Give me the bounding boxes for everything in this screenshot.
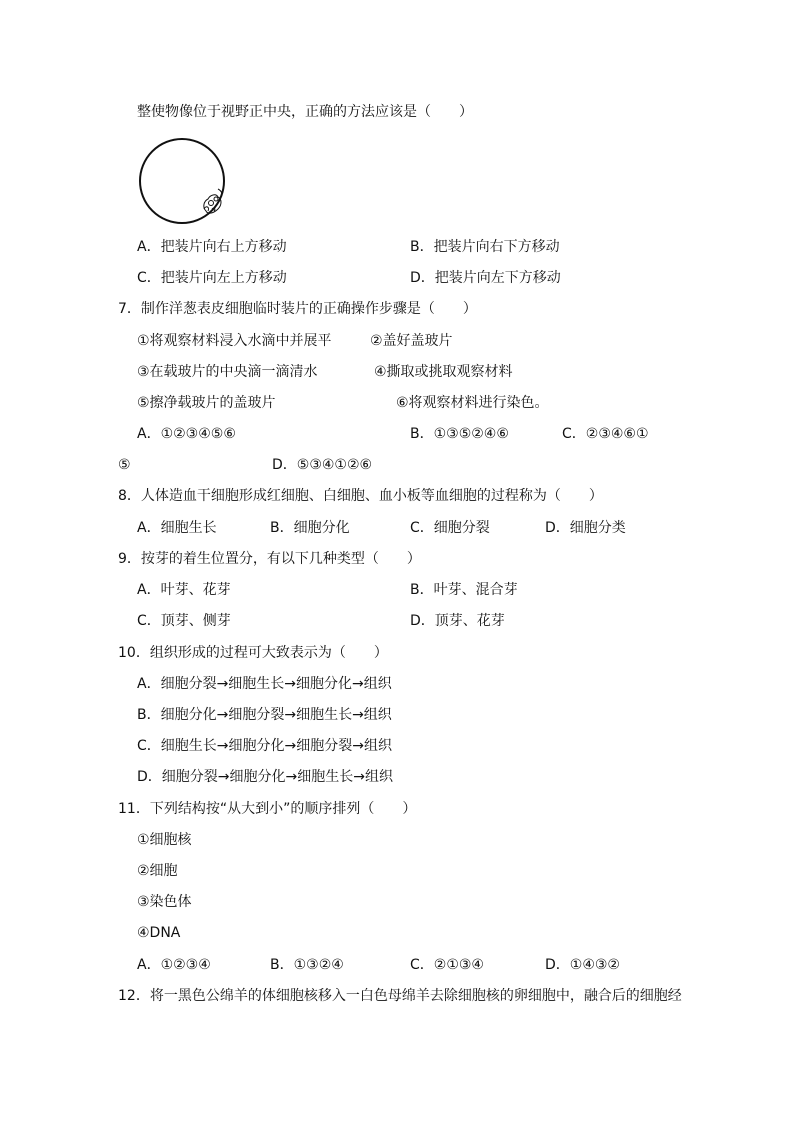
q7-step-5: ⑤擦净载玻片的盖玻片: [137, 395, 276, 411]
q7-step-3: ③在载玻片的中央滴一滴清水: [137, 364, 318, 380]
q11-option-a: A．①②③④: [137, 957, 211, 973]
q7-option-d: D．⑤③④①②⑥: [272, 457, 373, 473]
q10-option-a: A．细胞分裂→细胞生长→细胞分化→组织: [137, 676, 392, 692]
q7-step-1: ①将观察材料浸入水滴中并展平: [137, 333, 332, 349]
q7-option-b: B．①③⑤②④⑥: [410, 426, 509, 442]
q6-stem: 整使物像位于视野正中央，正确的方法应该是（ ）: [137, 104, 473, 120]
field-of-view-circle: [140, 139, 224, 223]
q9-option-a: A．叶芽、花芽: [137, 582, 231, 598]
q7-option-c-wrap: ⑤: [118, 457, 131, 473]
q10-option-b: B．细胞分化→细胞分裂→细胞生长→组织: [137, 707, 392, 723]
q6-option-b: B．把装片向右下方移动: [410, 239, 560, 255]
q11-stem: 11．下列结构按“从大到小”的顺序排列（ ）: [118, 801, 417, 817]
q8-stem: 8．人体造血干细胞形成红细胞、白细胞、血小板等血细胞的过程称为（ ）: [118, 488, 603, 504]
q8-option-c: C．细胞分裂: [410, 520, 490, 536]
q9-option-c: C．顶芽、侧芽: [137, 613, 231, 629]
q10-option-d: D．细胞分裂→细胞分化→细胞生长→组织: [137, 769, 393, 785]
microscope-field-figure: [138, 137, 226, 225]
q11-item-3: ③染色体: [137, 894, 192, 910]
q11-item-4: ④DNA: [137, 925, 181, 941]
q12-stem: 12．将一黑色公绵羊的体细胞核移入一白色母绵羊去除细胞核的卵细胞中，融合后的细胞经: [118, 988, 682, 1004]
q10-option-c: C．细胞生长→细胞分化→细胞分裂→组织: [137, 738, 392, 754]
q11-option-b: B．①③②④: [270, 957, 344, 973]
q9-option-b: B．叶芽、混合芽: [410, 582, 518, 598]
q11-item-1: ①细胞核: [137, 832, 192, 848]
q7-option-a: A．①②③④⑤⑥: [137, 426, 236, 442]
q9-stem: 9．按芽的着生位置分，有以下几种类型（ ）: [118, 551, 421, 567]
q6-option-a: A．把装片向右上方移动: [137, 239, 287, 255]
q10-stem: 10．组织形成的过程可大致表示为（ ）: [118, 645, 388, 661]
q8-option-a: A．细胞生长: [137, 520, 217, 536]
q9-option-d: D．顶芽、花芽: [410, 613, 505, 629]
q7-step-6: ⑥将观察材料进行染色。: [396, 395, 549, 411]
q6-option-c: C．把装片向左上方移动: [137, 270, 287, 286]
q11-option-c: C．②①③④: [410, 957, 484, 973]
q7-step-2: ②盖好盖玻片: [370, 333, 453, 349]
q11-item-2: ②细胞: [137, 863, 178, 879]
q8-option-b: B．细胞分化: [270, 520, 350, 536]
q7-option-c: C．②③④⑥①: [562, 426, 649, 442]
q6-option-d: D．把装片向左下方移动: [410, 270, 561, 286]
q7-stem: 7．制作洋葱表皮细胞临时装片的正确操作步骤是（ ）: [118, 301, 477, 317]
q11-option-d: D．①④③②: [545, 957, 620, 973]
q7-step-4: ④撕取或挑取观察材料: [374, 364, 513, 380]
q8-option-d: D．细胞分类: [545, 520, 626, 536]
